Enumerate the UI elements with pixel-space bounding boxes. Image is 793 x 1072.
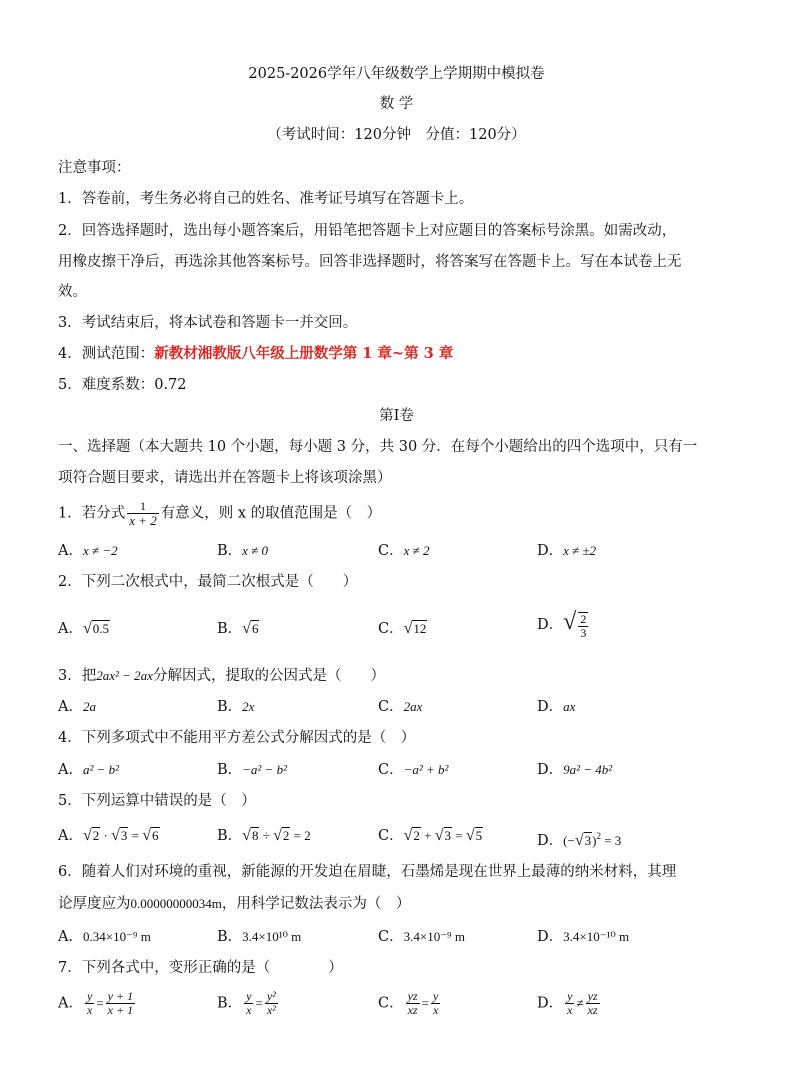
section-heading-line-2: 项符合题目要求，请选出并在答题卡上将该项涂黑） xyxy=(58,470,392,486)
q5-option-a: A．√2 · √3 = √6 xyxy=(58,827,159,844)
exam-title: 2025-2026学年八年级数学上学期期中模拟卷 xyxy=(248,66,545,82)
question-7-stem: 7．下列各式中，变形正确的是（ ） xyxy=(58,960,343,976)
q4-option-a: A．a² − b² xyxy=(58,762,120,778)
q3-option-a: A．2a xyxy=(58,699,96,715)
note-4-label: 4．测试范围： xyxy=(58,346,155,362)
q5-option-d: D．$(-√3)^2 = 3$ xyxy=(537,831,622,849)
exam-info: （考试时间：120分钟 分值：120分） xyxy=(267,127,526,143)
q1-denominator: x + 2 xyxy=(129,513,157,528)
q3-option-b: B．2x xyxy=(217,699,255,715)
q4-option-b: B．−a² − b² xyxy=(217,762,287,778)
q6-option-b: B．3.4×10¹⁰ m xyxy=(217,929,302,945)
question-3-stem: 3．把2ax² − 2ax分解因式，提取的公因式是（ ） xyxy=(58,668,385,684)
q4-option-d: D．9a² − 4b² xyxy=(537,762,613,778)
q6-option-d: D．3.4×10⁻¹⁰ m xyxy=(537,929,630,945)
note-3: 3．考试结束后，将本试卷和答题卡一并交回。 xyxy=(58,315,358,331)
section-heading-line-1: 一、选择题（本大题共 10 个小题，每小题 3 分，共 30 分．在每个小题给出的四个选项中，只有一 xyxy=(58,439,698,455)
q1-pre: 1．若分式 xyxy=(58,505,126,522)
question-1-stem xyxy=(58,500,381,527)
q1-option-c: C．x ≠ 2 xyxy=(378,543,430,559)
note-2-line-3: 效。 xyxy=(58,284,87,300)
q5-option-b: B．√8 ÷ √2 = 2 xyxy=(217,827,311,844)
q1-numerator: 1 xyxy=(140,499,146,513)
q3-option-c: C．2ax xyxy=(378,699,423,715)
q5-option-c: C．√2 + √3 = √5 xyxy=(378,827,483,844)
note-5: 5．难度系数：0.72 xyxy=(58,377,187,393)
q3-option-d: D．ax xyxy=(537,699,576,715)
volume-label: 第Ⅰ卷 xyxy=(379,408,414,424)
q6-option-a: A．0.34×10⁻⁹ m xyxy=(58,929,151,945)
q1-option-d: D．x ≠ ±2 xyxy=(537,543,597,559)
q7-option-b: B． $\frac{y}{x}$ = $\frac{\text{y²}}{\text{x²}}$ xyxy=(217,989,276,1017)
note-2-line-1: 2．回答选择题时，选出每小题答案后，用铅笔把答题卡上对应题目的答案标号涂黑。如需改动， xyxy=(58,223,677,239)
question-2-stem: 2．下列二次根式中，最简二次根式是（ ） xyxy=(58,574,358,590)
q1-option-a: A．x ≠ −2 xyxy=(58,543,118,559)
test-scope: 新教材湘教版八年级上册数学第 1 章~第 3 章 xyxy=(154,345,454,362)
note-2-line-2: 用橡皮擦干净后，再选涂其他答案标号。回答非选择题时，将答案写在答题卡上。写在本试卷上无 xyxy=(58,254,682,270)
question-5-stem: 5．下列运算中错误的是（ ） xyxy=(58,793,256,809)
q7-option-a: A． $\frac{y}{x}$ = $\frac{y + 1}{x + 1}$ xyxy=(58,989,134,1017)
q6-option-c: C．3.4×10⁻⁹ m xyxy=(378,929,465,945)
q1-option-b: B．x ≠ 0 xyxy=(217,543,269,559)
q7-option-c: C． $\frac{yz}{xz}$ = $\frac{y}{x}$ xyxy=(378,989,439,1017)
notes-heading: 注意事项： xyxy=(58,160,131,176)
question-4-stem: 4．下列多项式中不能用平方差公式分解因式的是（ ） xyxy=(58,730,416,746)
subject: 数 学 xyxy=(379,96,414,112)
note-1: 1．答卷前，考生务必将自己的姓名、准考证号填写在答题卡上。 xyxy=(58,191,474,207)
q2-option-c: C．√12 xyxy=(378,620,427,637)
q1-post: 有意义，则 x 的取值范围是（ ） xyxy=(160,505,382,522)
q2-option-b: B．√6 xyxy=(217,620,259,637)
q6-thickness-value: 0.00000000034m xyxy=(130,896,222,911)
q2-option-a: A．√0.5 xyxy=(58,620,110,637)
q2-option-d: D．√ $\frac{2}{3}$ xyxy=(537,609,587,641)
q3-expression: 2ax² − 2ax xyxy=(96,668,153,683)
question-6-stem-line-2: 论厚度应为0.00000000034m，用科学记数法表示为（ ） xyxy=(58,896,411,912)
q7-option-d: D． $\frac{y}{x}$ ≠ $\frac{yz}{xz}$ xyxy=(537,989,598,1017)
q4-option-c: C．−a² + b² xyxy=(378,762,449,778)
q1-fraction xyxy=(127,500,159,527)
note-4 xyxy=(58,344,453,364)
question-6-stem-line-1: 6．随着人们对环境的重视，新能源的开发迫在眉睫，石墨烯是现在世界上最薄的纳米材料，其理 xyxy=(58,864,677,880)
